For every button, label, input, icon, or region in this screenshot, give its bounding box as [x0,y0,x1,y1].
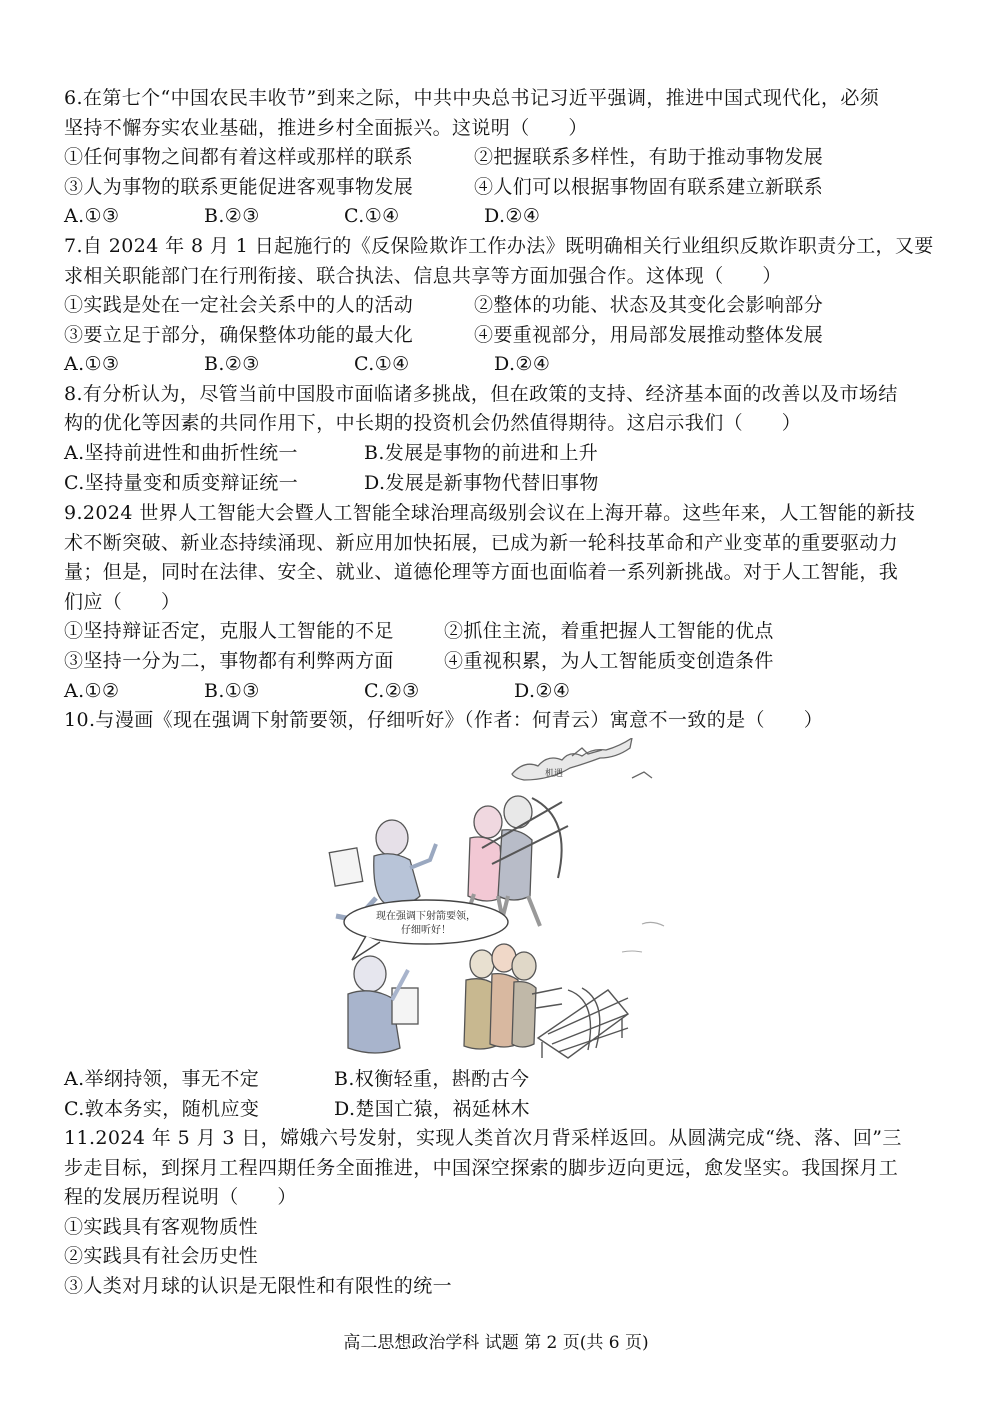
q7-choice-d: D.②④ [494,353,551,375]
q9-choice-b: B.①③ [204,680,260,702]
q6-option-4: ④人们可以根据事物固有联系建立新联系 [474,176,824,198]
q6-option-2: ②把握联系多样性，有助于推动事物发展 [474,146,824,168]
q9-option-2: ②抓住主流，着重把握人工智能的优点 [444,620,774,642]
q9-stem-line3: 量；但是，同时在法律、安全、就业、道德伦理等方面也面临着一系列新挑战。对于人工智能，我 [64,561,899,583]
q7-stem-line1: 7.自 2024 年 8 月 1 日起施行的《反保险欺诈工作办法》既明确相关行业组织反欺诈职责分工，又要 [64,235,934,257]
q8-stem-line1: 8.有分析认为，尽管当前中国股市面临诸多挑战，但在政策的支持、经济基本面的改善以及市场结 [64,383,898,405]
q6-choice-b: B.②③ [204,205,260,227]
page-footer: 高二思想政治学科 试题 第 2 页(共 6 页) [343,1333,649,1353]
q6-choice-d: D.②④ [484,205,541,227]
q6-stem-line2: 坚持不懈夯实农业基础，推进乡村全面振兴。这说明（ ） [64,117,588,139]
q8-stem-line2: 构的优化等因素的共同作用下，中长期的投资机会仍然值得期待。这启示我们（ ） [64,412,802,434]
speaking-instructor [348,956,418,1053]
q9-choice-c: C.②③ [364,680,420,702]
q9-stem-line1: 9.2024 世界人工智能大会暨人工智能全球治理高级别会议在上海开幕。这些年来，人工智能的新技 [64,502,916,524]
q11-option-1: ①实践具有客观物质性 [64,1216,259,1238]
q10-choice-d: D.楚国亡猿，祸延林木 [334,1098,530,1120]
q6-choice-c: C.①④ [344,205,400,227]
q6-stem-line1: 6.在第七个“中国农民丰收节”到来之际，中共中央总书记习近平强调，推进中国式现代化，必须 [64,87,880,109]
q11-option-2: ②实践具有社会历史性 [64,1245,259,1267]
q6-option-1: ①任何事物之间都有着这样或那样的联系 [64,146,414,168]
cartoon-label-opportunity: 机遇 [545,769,564,779]
q9-stem-line2: 术不断突破、新业态持续涌现、新应用加快拓展，已成为新一轮科技革命和产业变革的重要驱动力 [64,532,899,554]
q10-choice-c: C.敦本务实，随机应变 [64,1098,260,1120]
q6-option-3: ③人为事物的联系更能促进客观事物发展 [64,176,414,198]
q8-choice-a: A.坚持前进性和曲折性统一 [64,442,298,464]
q8-choice-d: D.发展是新事物代替旧事物 [364,472,599,494]
q11-stem-line2: 步走目标，到探月工程四期任务全面推进，中国深空探索的脚步迈向更远，愈发坚实。我国探月工 [64,1157,899,1179]
q7-choice-b: B.②③ [204,353,260,375]
q9-choice-a: A.①② [64,680,120,702]
q9-stem-line4: 们应（ ） [64,591,181,613]
q9-option-3: ③坚持一分为二，事物都有利弊两方面 [64,650,394,672]
q11-option-3: ③人类对月球的认识是无限性和有限性的统一 [64,1275,453,1297]
q9-choice-d: D.②④ [514,680,571,702]
q7-option-2: ②整体的功能、状态及其变化会影响部分 [474,294,824,316]
q9-option-1: ①坚持辩证否定，克服人工智能的不足 [64,620,394,642]
q10-choice-a: A.举纲持领，事无不定 [64,1068,260,1090]
q8-choice-c: C.坚持量变和质变辩证统一 [64,472,299,494]
q11-stem-line1: 11.2024 年 5 月 3 日，嫦娥六号发射，实现人类首次月背采样返回。从圆满完成“绕、落、回”三 [64,1127,902,1149]
q7-choice-a: A.①③ [64,353,120,375]
q6-choice-a: A.①③ [64,205,120,227]
q7-option-3: ③要立足于部分，确保整体功能的最大化 [64,324,414,346]
listening-group [464,944,562,1049]
q7-option-1: ①实践是处在一定社会关系中的人的活动 [64,294,414,316]
q10-stem-line1: 10.与漫画《现在强调下射箭要领，仔细听好》（作者：何青云）寓意不一致的是（ ） [64,709,824,731]
q10-cartoon-image [322,738,680,1060]
flying-geese [512,738,652,780]
q10-choice-b: B.权衡轻重，斟酌古今 [334,1068,530,1090]
bow-rack [538,988,628,1058]
speech-bubble-line2: 仔细听好！ [401,925,451,936]
speech-bubble-line1: 现在强调下射箭要领， [376,911,476,922]
q7-choice-c: C.①④ [354,353,410,375]
q9-option-4: ④重视积累，为人工智能质变创造条件 [444,650,774,672]
q11-stem-line3: 程的发展历程说明（ ） [64,1186,297,1208]
q7-stem-line2: 求相关职能部门在行刑衔接、联合执法、信息共享等方面加强合作。这体现（ ） [64,265,782,287]
q8-choice-b: B.发展是事物的前进和上升 [364,442,599,464]
q7-option-4: ④要重视部分，用局部发展推动整体发展 [474,324,824,346]
